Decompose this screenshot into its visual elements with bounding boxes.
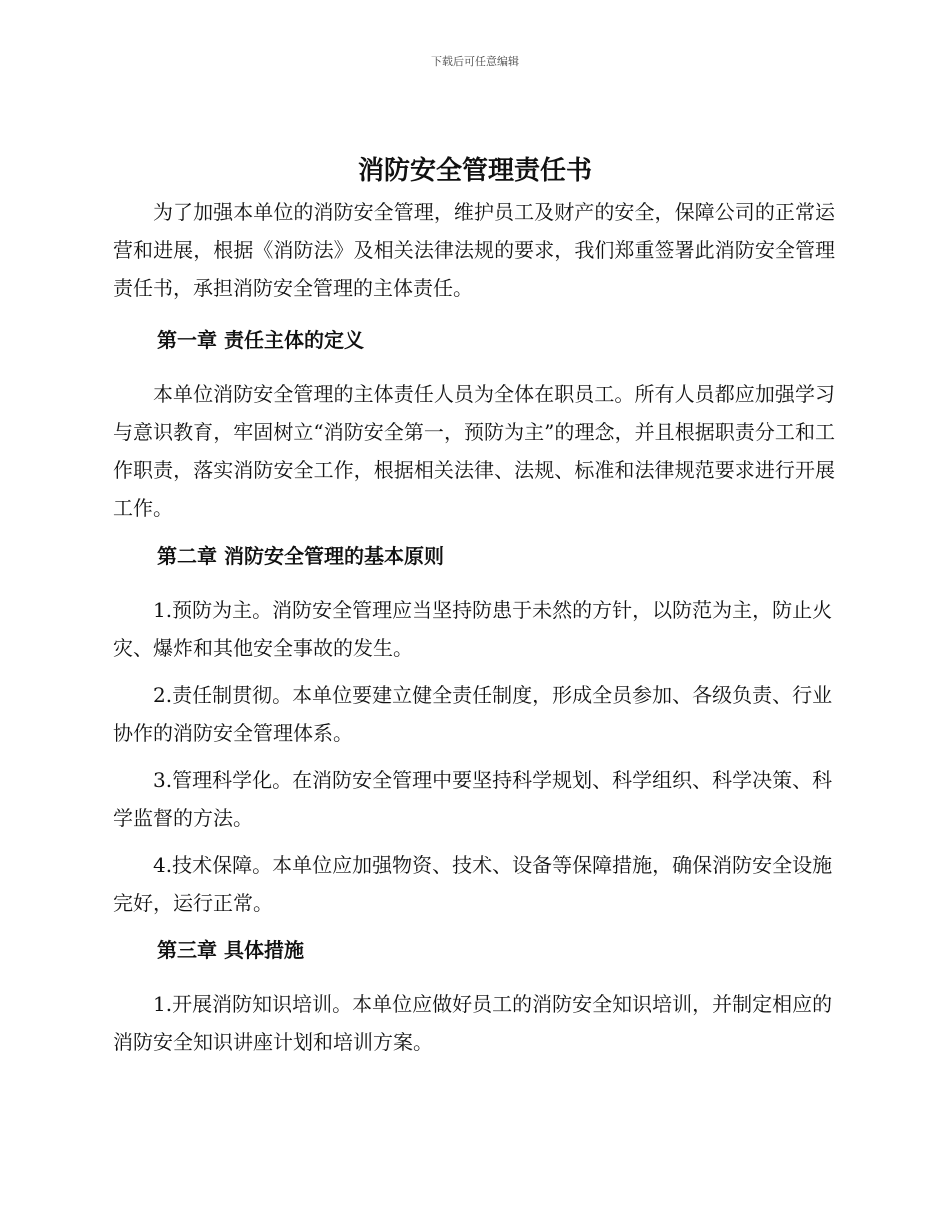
chapter-2-item-3: 3.管理科学化。在消防安全管理中要坚持科学规划、科学组织、科学决策、科学监督的方法。	[113, 768, 833, 830]
chapter-2-item-1: 1.预防为主。消防安全管理应当坚持防患于未然的方针，以防范为主，防止火灾、爆炸和其他安全事故的发生。	[113, 598, 833, 660]
chapter-3-item-1: 1.开展消防知识培训。本单位应做好员工的消防安全知识培训，并制定相应的消防安全知识讲座计划和培训方案。	[113, 992, 833, 1054]
document-body	[113, 193, 835, 1070]
chapter-3-heading: 第三章 具体措施	[157, 938, 304, 962]
intro-paragraph: 为了加强本单位的消防安全管理，维护员工及财产的安全，保障公司的正常运营和进展，根据《消防法》及相关法律法规的要求，我们郑重签署此消防安全管理责任书，承担消防安全管理的主体责任。	[113, 200, 835, 300]
chapter-2-heading: 第二章 消防安全管理的基本原则	[157, 544, 444, 568]
page-header-note: 下载后可任意编辑	[431, 55, 519, 68]
chapter-2-item-2: 2.责任制贯彻。本单位要建立健全责任制度，形成全员参加、各级负责、行业协作的消防安全管理体系。	[113, 683, 833, 745]
chapter-1-paragraph: 本单位消防安全管理的主体责任人员为全体在职员工。所有人员都应加强学习与意识教育，牢固树立“消防安全第一，预防为主”的理念，并且根据职责分工和工作职责，落实消防安全工作，根据相关法律、法规、标准和法律规范要求进行开展工作。	[113, 382, 835, 520]
chapter-2-item-4: 4.技术保障。本单位应加强物资、技术、设备等保障措施，确保消防安全设施完好，运行正常。	[113, 853, 833, 915]
document-title: 消防安全管理责任书	[357, 156, 592, 186]
chapter-1-heading: 第一章 责任主体的定义	[157, 328, 364, 352]
